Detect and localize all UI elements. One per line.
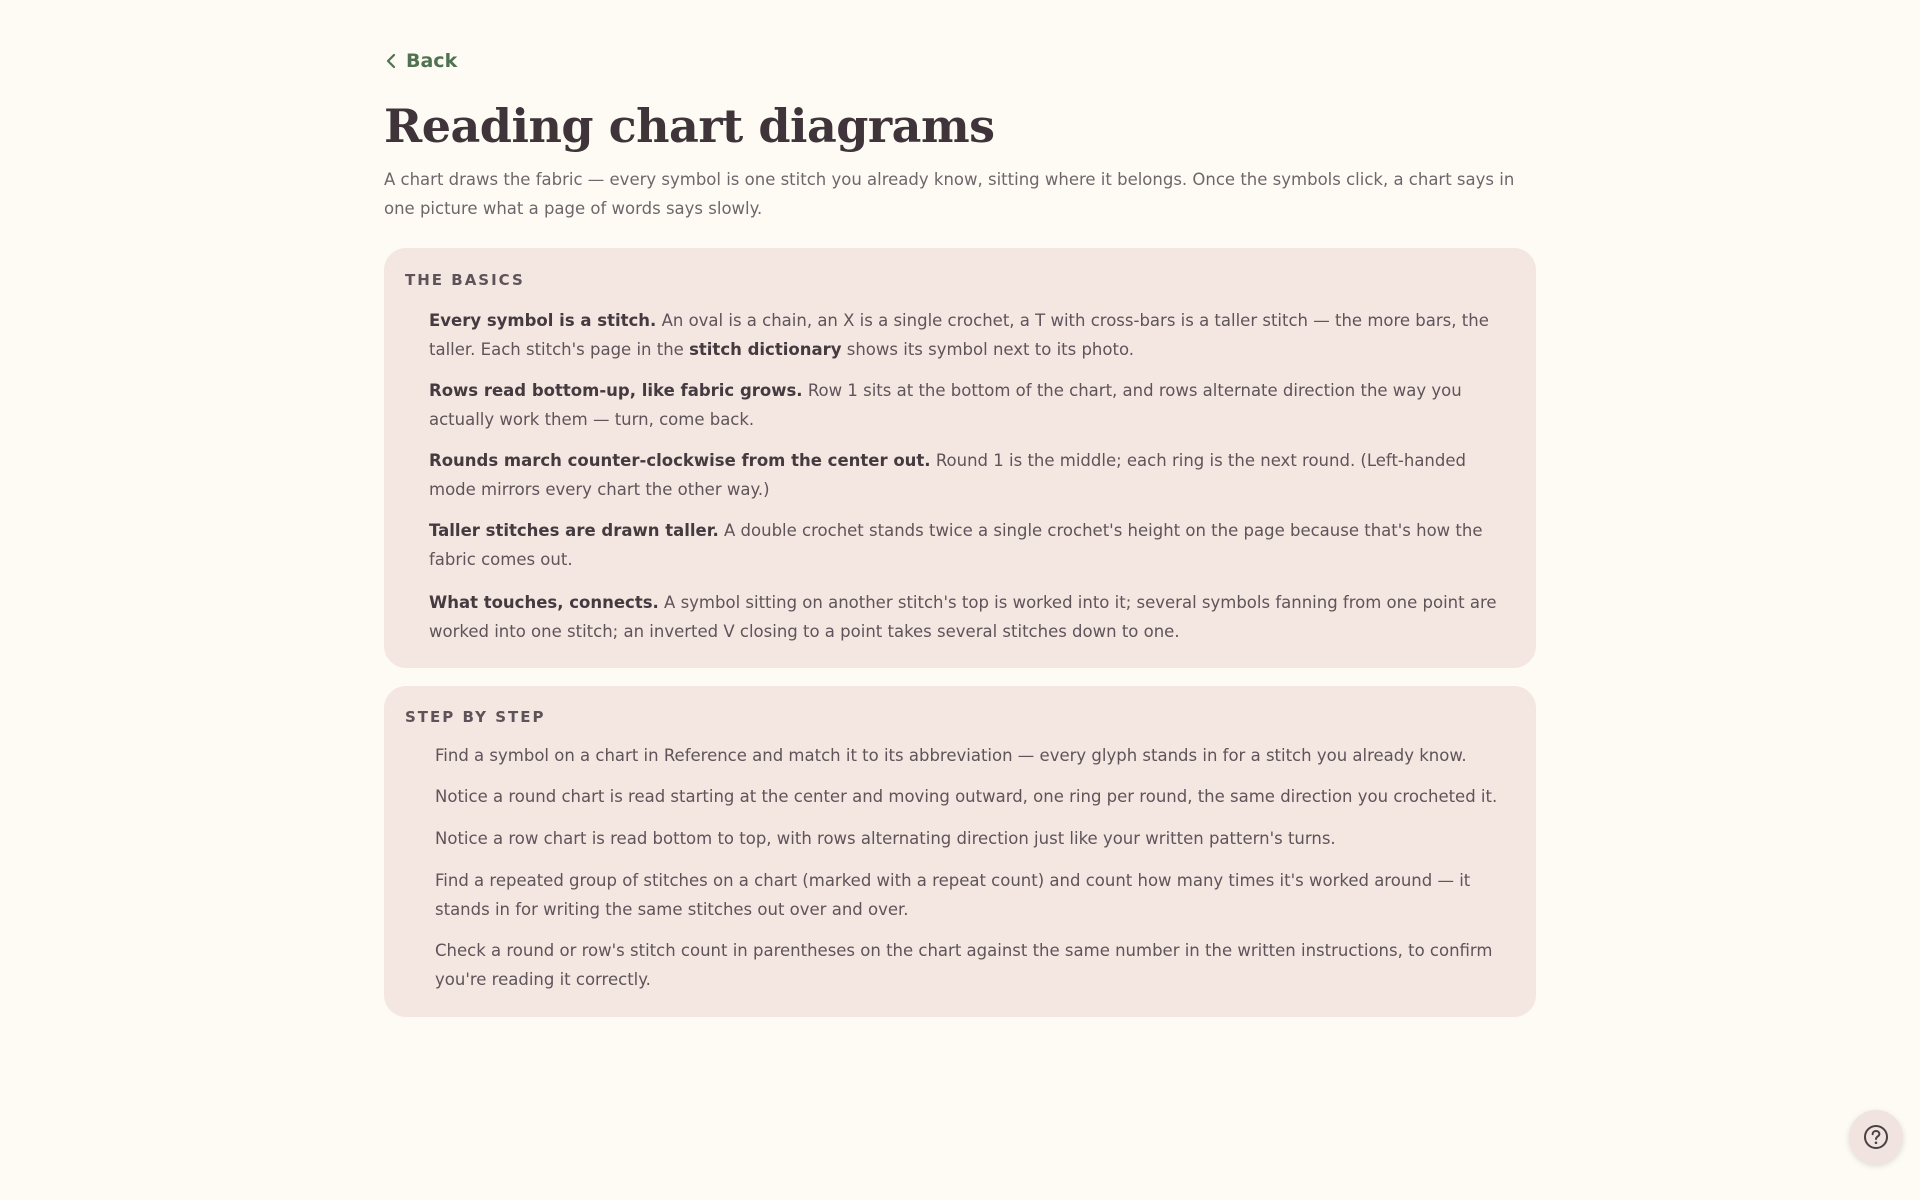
basics-item-lead: Every symbol is a stitch. [429, 311, 657, 330]
step-item: Find a repeated group of stitches on a chart (marked with a repeat count) and count how many times it's worked around — it stands in for writing the same stitches out over and over. [435, 871, 1471, 919]
step-item: Find a symbol on a chart in Reference and match it to its abbreviation — every glyph stands in for a stitch you already know. [435, 746, 1467, 765]
basics-item [429, 516, 1514, 574]
step-item: Notice a row chart is read bottom to top, with rows alternating direction just like your written pattern's turns. [435, 829, 1336, 848]
page-intro: A chart draws the fabric — every symbol is one stitch you already know, sitting where it belongs. Once the symbols click, a chart says in one picture what a page of words says slowly. [384, 170, 1515, 218]
basics-item-text: An oval is a chain, an X is a single crochet, a T with cross-bars is a taller stitch — the more bars, the taller. Each stitch's page in the [429, 311, 1489, 359]
basics-heading: THE BASICS [405, 271, 525, 289]
steps-card [384, 686, 1536, 1017]
basics-item [429, 446, 1514, 504]
back-label: Back [406, 50, 458, 72]
basics-item-text: A double crochet stands twice a single crochet's height on the page because that's how the fabric comes out. [429, 521, 1483, 569]
basics-item-text: Row 1 sits at the bottom of the chart, and rows alternate direction the way you actually work them — turn, come back. [429, 381, 1462, 429]
help-button[interactable] [1849, 1110, 1903, 1164]
basics-item [429, 376, 1514, 434]
basics-item-text: A symbol sitting on another stitch's top is worked into it; several symbols fanning from one point are worked into one stitch; an inverted V closing to a point takes several stitches down to one. [429, 593, 1497, 641]
page-title: Reading chart diagrams [384, 99, 995, 153]
basics-item-lead: Rows read bottom-up, like fabric grows. [429, 381, 803, 400]
back-button[interactable] [384, 50, 457, 72]
basics-item-lead: Rounds march counter-clockwise from the center out. [429, 451, 931, 470]
basics-item [429, 306, 1514, 364]
question-circle-icon [1863, 1124, 1889, 1150]
basics-item-text: Round 1 is the middle; each ring is the next round. (Left-handed mode mirrors every chart the other way.) [429, 451, 1466, 499]
basics-item [429, 588, 1514, 646]
basics-item-lead: What touches, connects. [429, 593, 659, 612]
basics-card [384, 248, 1536, 668]
basics-item-text: shows its symbol next to its photo. [841, 340, 1135, 359]
step-item: Notice a round chart is read starting at the center and moving outward, one ring per round, the same direction you crocheted it. [435, 787, 1498, 806]
steps-heading: STEP BY STEP [405, 708, 546, 726]
stitch-dictionary-link[interactable]: stitch dictionary [689, 340, 842, 359]
chevron-left-icon [384, 53, 398, 69]
step-item: Check a round or row's stitch count in parentheses on the chart against the same number in the written instructions, to confirm you're reading it correctly. [435, 941, 1493, 989]
basics-item-lead: Taller stitches are drawn taller. [429, 521, 719, 540]
